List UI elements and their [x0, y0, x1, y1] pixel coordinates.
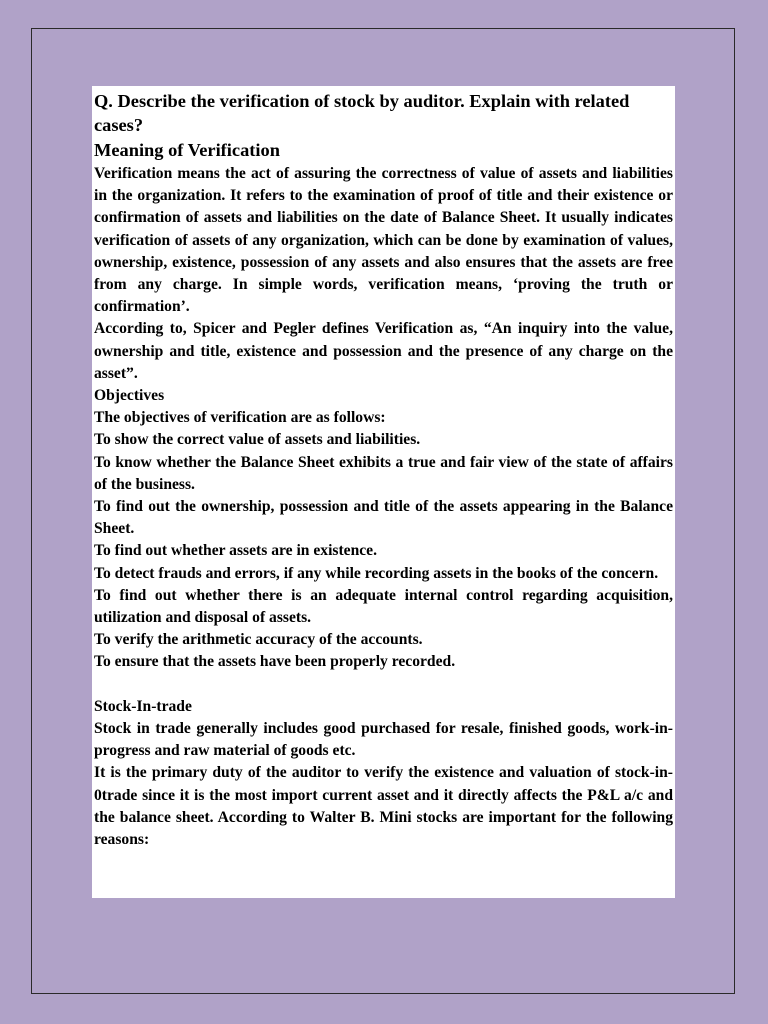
objective-item: To find out whether there is an adequate internal control regarding acquisition, utilization and disposal of assets.	[94, 586, 673, 627]
objectives-intro: The objectives of verification are as follows:	[94, 409, 386, 427]
objective-item: To detect frauds and errors, if any while recording assets in the books of the concern.	[94, 564, 659, 582]
definition-paragraph: According to, Spicer and Pegler defines Verification as, “An inquiry into the value, ownership and title, existence and possession and the presence of any charge on the asset”.	[94, 320, 673, 382]
blank-line	[94, 674, 673, 696]
meaning-paragraph: Verification means the act of assuring the correctness of value of assets and liabilities in the organization. It refers to the examination of proof of title and their existence or confirmation of assets and liabilities on the date of Balance Sheet. It usually indicates verification of assets of any organization, which can be done by examination of values, ownership, existence, possession of any assets and also ensures that the assets are free from any charge. In simple words, verification means, ‘proving the truth or confirmation’.	[94, 165, 673, 316]
document-page	[92, 86, 675, 898]
meaning-heading: Meaning of Verification	[94, 140, 280, 160]
objective-item: To show the correct value of assets and liabilities.	[94, 431, 421, 449]
objective-item: To find out the ownership, possession and title of the assets appearing in the Balance Sheet.	[94, 498, 673, 538]
objective-item: To verify the arithmetic accuracy of the accounts.	[94, 631, 423, 649]
objective-item: To ensure that the assets have been properly recorded.	[94, 653, 456, 671]
stock-heading: Stock-In-trade	[94, 697, 192, 715]
objectives-heading: Objectives	[94, 387, 165, 405]
stock-paragraph-1: Stock in trade generally includes good purchased for resale, finished goods, work-in-progress and raw material of goods etc.	[94, 720, 673, 760]
objective-item: To know whether the Balance Sheet exhibits a true and fair view of the state of affairs of the business.	[94, 453, 673, 493]
stock-paragraph-2: It is the primary duty of the auditor to verify the existence and valuation of stock-in-0trade since it is the most import current asset and it directly affects the P&L a/c and the balance sheet. According to Walter B. Mini stocks are important for the following reasons:	[94, 764, 673, 849]
objective-item: To find out whether assets are in existence.	[94, 542, 377, 560]
question-title: Q. Describe the verification of stock by auditor. Explain with related cases?	[94, 91, 630, 135]
